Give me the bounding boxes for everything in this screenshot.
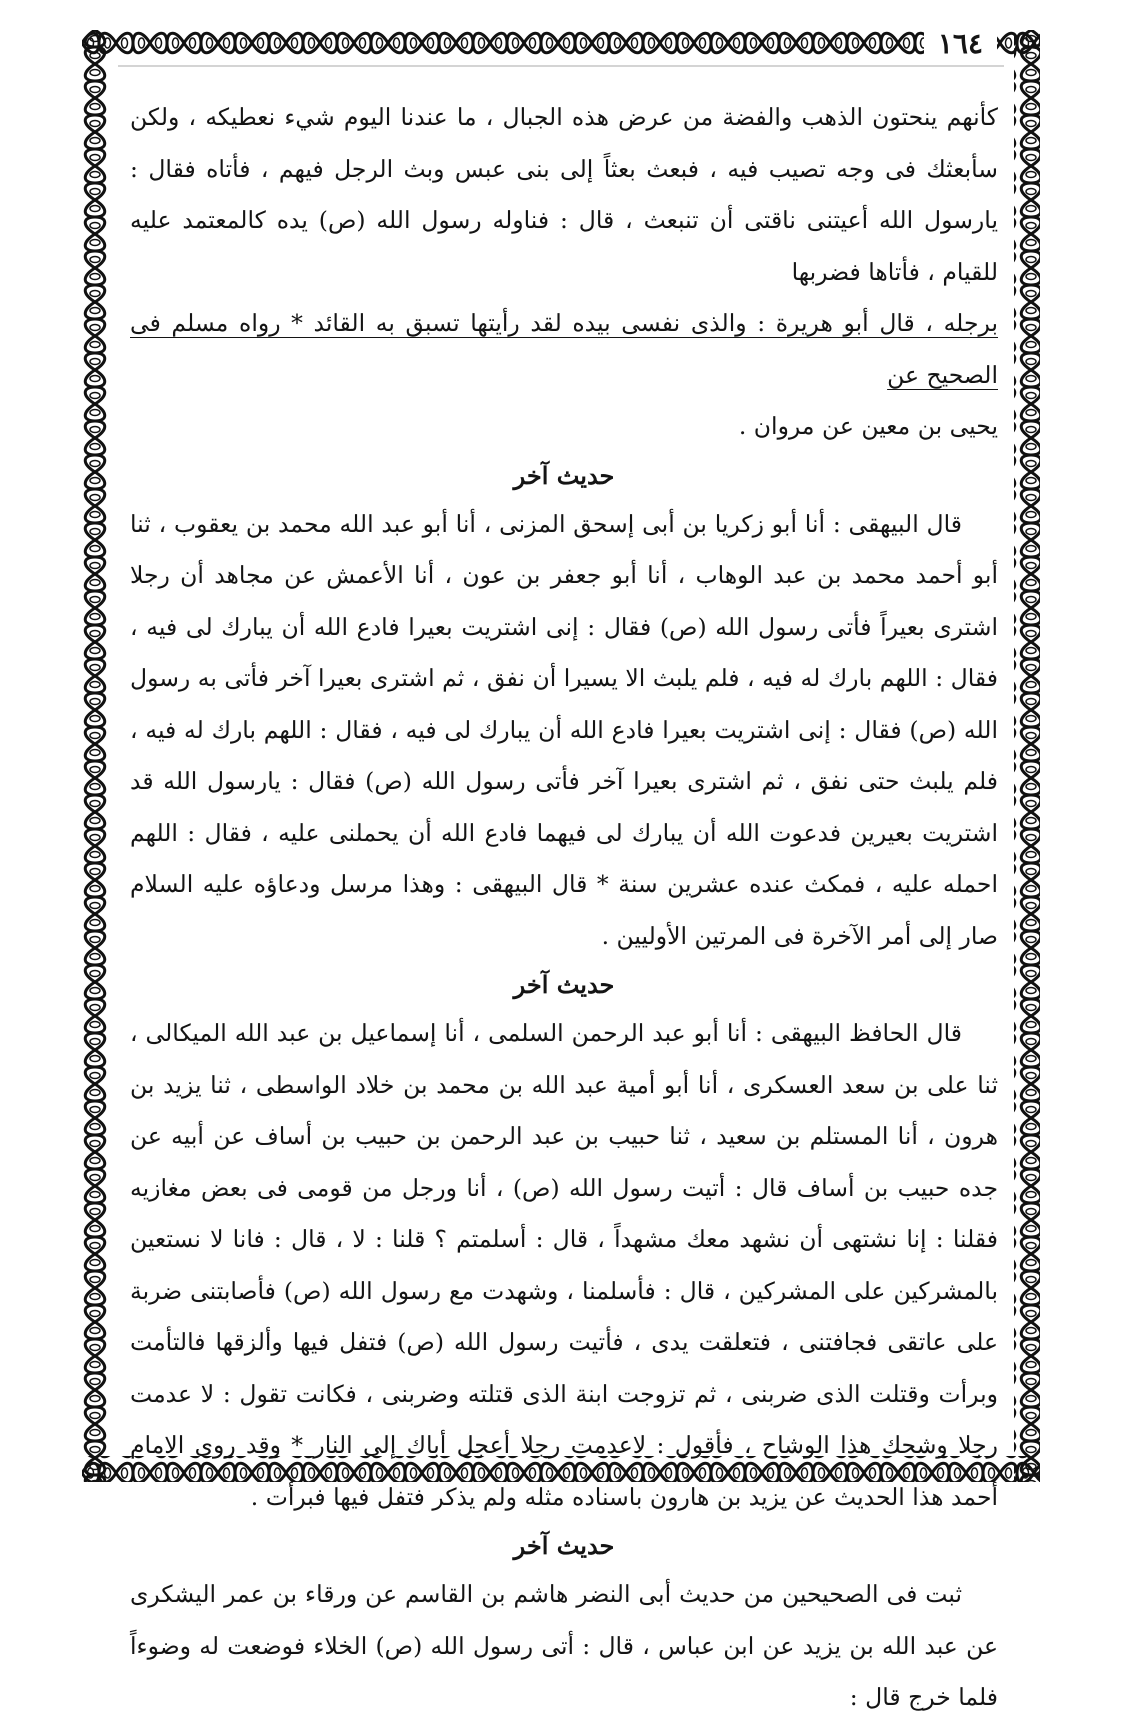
- text-line: كأنهم ينحتون الذهب والفضة من عرض هذه الجبال ، ما عندنا اليوم شيء نعطيكه ، ولكن: [130, 103, 998, 131]
- underlined-text: برجله ، قال أبو هريرة : والذى نفسى بيده لقد رأيتها تسبق به القائد * رواه مسلم فى الصحيح عن: [130, 309, 998, 389]
- paragraph: قال البيهقى : أنا أبو زكريا بن أبى إسحق المزنى ، أنا أبو عبد الله محمد بن يعقوب ، ثنا أبو أحمد محمد بن عبد الوهاب ، أنا أبو جعفر بن عون ، أنا الأعمش عن مجاهد أن رجلا اشترى بعيراً فأتى رسول الله (ص) فقال : إنى اشتريت بعيرا فادع الله أن يبارك لى فيه ، فقال : اللهم بارك له فيه ، فلم يلبث الا يسيرا أن نفق ، ثم اشترى بعيرا آخر فأتى به رسول الله (ص) فقال : إنى اشتريت بعيرا فادع الله أن يبارك لى فيه ، فقال : اللهم بارك له فيه ، فلم يلبث حتى نفق ، ثم اشترى بعيرا آخر فأتى رسول الله (ص) فقال : يارسول الله قد اشتريت بعيرين فدعوت الله أن يبارك لى فيهما فادع الله أن يحملنى عليه ، فقال : اللهم احمله عليه ، فمكث عنده عشرين سنة * قال البيهقى : وهذا مرسل ودعاؤه عليه السلام صار إلى أمر الآخرة فى المرتين الأوليين .: [130, 509, 998, 950]
- paragraph-continuation: [130, 92, 998, 298]
- section-heading: حديث آخر: [513, 460, 615, 490]
- paragraph: ثبت فى الصحيحين من حديث أبى النضر هاشم بن القاسم عن ورقاء بن عمر اليشكرى عن عبد الله بن يزيد عن ابن عباس ، قال : أتى رسول الله (ص) الخلاء فوضعت له وضوءاً فلما خرج قال :: [130, 1580, 998, 1711]
- text-line: سأبعثك فى وجه تصيب فيه ، فبعث بعثاً إلى بنى عبس وبث الرجل فيهم ، فأتاه فقال : يارسول: [130, 154, 998, 234]
- page-body: [130, 92, 998, 1724]
- paragraph: قال الحافظ البيهقى : أنا أبو عبد الرحمن السلمى ، أنا إسماعيل بن عبد الله الميكالى ، ثنا على بن سعد العسكرى ، أنا أبو أمية عبد الله بن محمد بن خلاد الواسطى ، ثنا يزيد بن هرون ، أنا المستلم بن سعيد ، ثنا حبيب بن عبد الرحمن بن حبيب بن أساف عن أبيه عن جده حبيب بن أساف قال : أتيت رسول الله (ص) ، أنا ورجل من قومى فى بعض مغازيه فقلنا : إنا نشتهى أن نشهد معك مشهداً ، قال : أسلمتم ؟ قلنا : لا ، قال : فانا لا نستعين بالمشركين على المشركين ، قال : فأسلمنا ، وشهدت مع رسول الله (ص) فأصابتنى ضربة على عاتقى فجافتنى ، فتعلقت يدى ، فأتيت رسول الله (ص) فتفل فيها وألزقها فالتأمت وبرأت وقتلت الذى ضربنى ، ثم تزوجت ابنة الذى قتلته وضربنى ، فكانت تقول : لا عدمت رجلا وشحك هذا الوشاح ، فأقول : لاعدمت رجلا أعجل أباك إلى النار * وقد روى الامام أحمد هذا الحديث عن يزيد بن هارون باسناده مثله ولم يذكر فتفل فيها فبرأت .: [130, 1019, 998, 1511]
- section-heading: حديث آخر: [513, 970, 615, 999]
- paragraph-end: يحيى بن معين عن مروان .: [738, 412, 998, 440]
- page-number: ١٦٤: [924, 26, 997, 62]
- section-heading: حديث آخر: [513, 1531, 615, 1560]
- text-line: الله أعيتنى ناقتى أن تنبعث ، قال : فناوله رسول الله (ص) يده كالمعتمد عليه للقيام ، فأتاها فضربها: [130, 206, 998, 286]
- underlined-line: [130, 298, 998, 401]
